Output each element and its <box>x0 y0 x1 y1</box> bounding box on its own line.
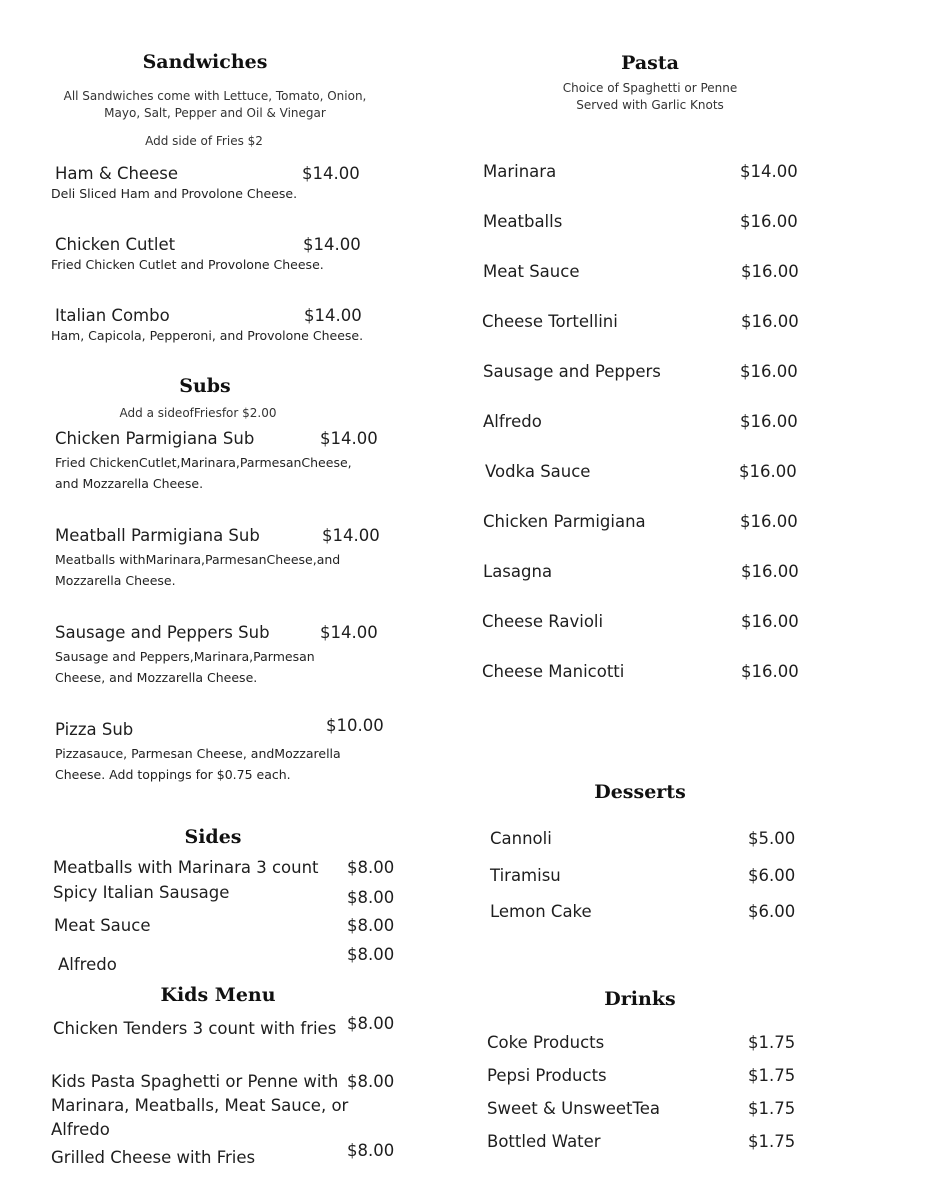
item-name: Alfredo <box>483 412 542 431</box>
item-name: Coke Products <box>487 1033 605 1052</box>
sides-heading: Sides <box>184 826 242 848</box>
item-description-line2: and Mozzarella Cheese. <box>55 476 204 491</box>
item-price: $16.00 <box>741 612 799 631</box>
item-price: $6.00 <box>748 866 796 885</box>
item-description-line2: Mozzarella Cheese. <box>55 573 176 588</box>
item-name: Pepsi Products <box>487 1066 607 1085</box>
item-price: $16.00 <box>741 312 799 331</box>
item-name: Cheese Tortellini <box>482 312 618 331</box>
item-price: $1.75 <box>748 1132 796 1151</box>
item-description-line1: Fried ChickenCutlet,Marinara,ParmesanCheese, <box>55 455 352 470</box>
item-price: $14.00 <box>320 429 378 448</box>
item-price: $16.00 <box>741 662 799 681</box>
item-name: Lemon Cake <box>490 902 592 921</box>
item-name: Lasagna <box>483 562 553 581</box>
subs-heading: Subs <box>179 375 231 397</box>
item-name: Chicken Cutlet <box>55 235 176 254</box>
item-description-line1: Pizzasauce, Parmesan Cheese, andMozzarella <box>55 746 341 761</box>
item-price: $10.00 <box>326 716 384 735</box>
pasta-note-line1: Choice of Spaghetti or Penne <box>562 81 738 95</box>
sandwiches-fries-note: Add side of Fries $2 <box>145 134 263 148</box>
item-description: Deli Sliced Ham and Provolone Cheese. <box>51 186 298 201</box>
item-name: Chicken Tenders 3 count with fries <box>53 1019 337 1038</box>
item-name-line2: Marinara, Meatballs, Meat Sauce, or <box>51 1096 349 1115</box>
item-price: $14.00 <box>322 526 380 545</box>
item-price: $5.00 <box>748 829 796 848</box>
item-price: $16.00 <box>740 212 798 231</box>
item-name: Sausage and Peppers Sub <box>55 623 270 642</box>
item-name: Tiramisu <box>490 866 561 885</box>
item-price: $14.00 <box>320 623 378 642</box>
pasta-note-line2: Served with Garlic Knots <box>576 98 724 112</box>
item-description: Fried Chicken Cutlet and Provolone Cheese. <box>51 257 324 272</box>
item-price: $14.00 <box>304 306 362 325</box>
item-name: Chicken Parmigiana Sub <box>55 429 255 448</box>
item-name: Ham & Cheese <box>55 164 178 183</box>
item-name: Meatballs with Marinara 3 count <box>53 858 319 877</box>
subs-note: Add a sideofFriesfor $2.00 <box>119 406 277 420</box>
item-description-line1: Meatballs withMarinara,ParmesanCheese,and <box>55 552 341 567</box>
item-description: Ham, Capicola, Pepperoni, and Provolone Cheese. <box>51 328 364 343</box>
item-price: $1.75 <box>748 1066 796 1085</box>
item-description-line1: Sausage and Peppers,Marinara,Parmesan <box>55 649 315 664</box>
pasta-heading: Pasta <box>621 52 679 74</box>
item-price: $8.00 <box>347 858 395 877</box>
item-price: $16.00 <box>740 412 798 431</box>
kids-menu-heading: Kids Menu <box>160 984 276 1006</box>
item-name: Grilled Cheese with Fries <box>51 1148 256 1167</box>
item-price: $14.00 <box>740 162 798 181</box>
item-name: Marinara <box>483 162 557 181</box>
item-name: Sweet & UnsweetTea <box>487 1099 661 1118</box>
sandwiches-note-line1: All Sandwiches come with Lettuce, Tomato, Onion, <box>63 89 367 103</box>
item-price: $8.00 <box>347 1141 395 1160</box>
item-price: $16.00 <box>740 362 798 381</box>
item-description-line2: Cheese, and Mozzarella Cheese. <box>55 670 258 685</box>
item-name: Chicken Parmigiana <box>483 512 646 531</box>
item-price: $1.75 <box>748 1099 796 1118</box>
item-price: $1.75 <box>748 1033 796 1052</box>
item-name: Alfredo <box>58 955 117 974</box>
item-name: Cannoli <box>490 829 552 848</box>
item-price: $8.00 <box>347 888 395 907</box>
sandwiches-note-line2: Mayo, Salt, Pepper and Oil & Vinegar <box>104 106 326 120</box>
item-price: $14.00 <box>303 235 361 254</box>
item-price: $6.00 <box>748 902 796 921</box>
item-name: Pizza Sub <box>55 720 134 739</box>
item-price: $16.00 <box>741 562 799 581</box>
item-name: Meatball Parmigiana Sub <box>55 526 260 545</box>
item-name: Cheese Ravioli <box>482 612 604 631</box>
item-price: $14.00 <box>302 164 360 183</box>
desserts-heading: Desserts <box>594 781 686 803</box>
item-price: $8.00 <box>347 1072 395 1091</box>
item-price: $8.00 <box>347 1014 395 1033</box>
item-description-line2: Cheese. Add toppings for $0.75 each. <box>55 767 291 782</box>
item-price: $8.00 <box>347 916 395 935</box>
item-price: $8.00 <box>347 945 395 964</box>
item-name: Sausage and Peppers <box>483 362 661 381</box>
item-name: Italian Combo <box>55 306 170 325</box>
item-name: Cheese Manicotti <box>482 662 625 681</box>
item-price: $16.00 <box>739 462 797 481</box>
item-name: Meatballs <box>483 212 563 231</box>
item-name-line3: Alfredo <box>51 1120 110 1139</box>
item-name: Meat Sauce <box>54 916 151 935</box>
item-name: Spicy Italian Sausage <box>53 883 230 902</box>
drinks-heading: Drinks <box>604 988 676 1010</box>
item-name-line1: Kids Pasta Spaghetti or Penne with <box>51 1072 339 1091</box>
item-name: Vodka Sauce <box>485 462 591 481</box>
item-name: Meat Sauce <box>483 262 580 281</box>
sandwiches-heading: Sandwiches <box>142 51 268 73</box>
item-price: $16.00 <box>740 512 798 531</box>
item-price: $16.00 <box>741 262 799 281</box>
item-name: Bottled Water <box>487 1132 601 1151</box>
